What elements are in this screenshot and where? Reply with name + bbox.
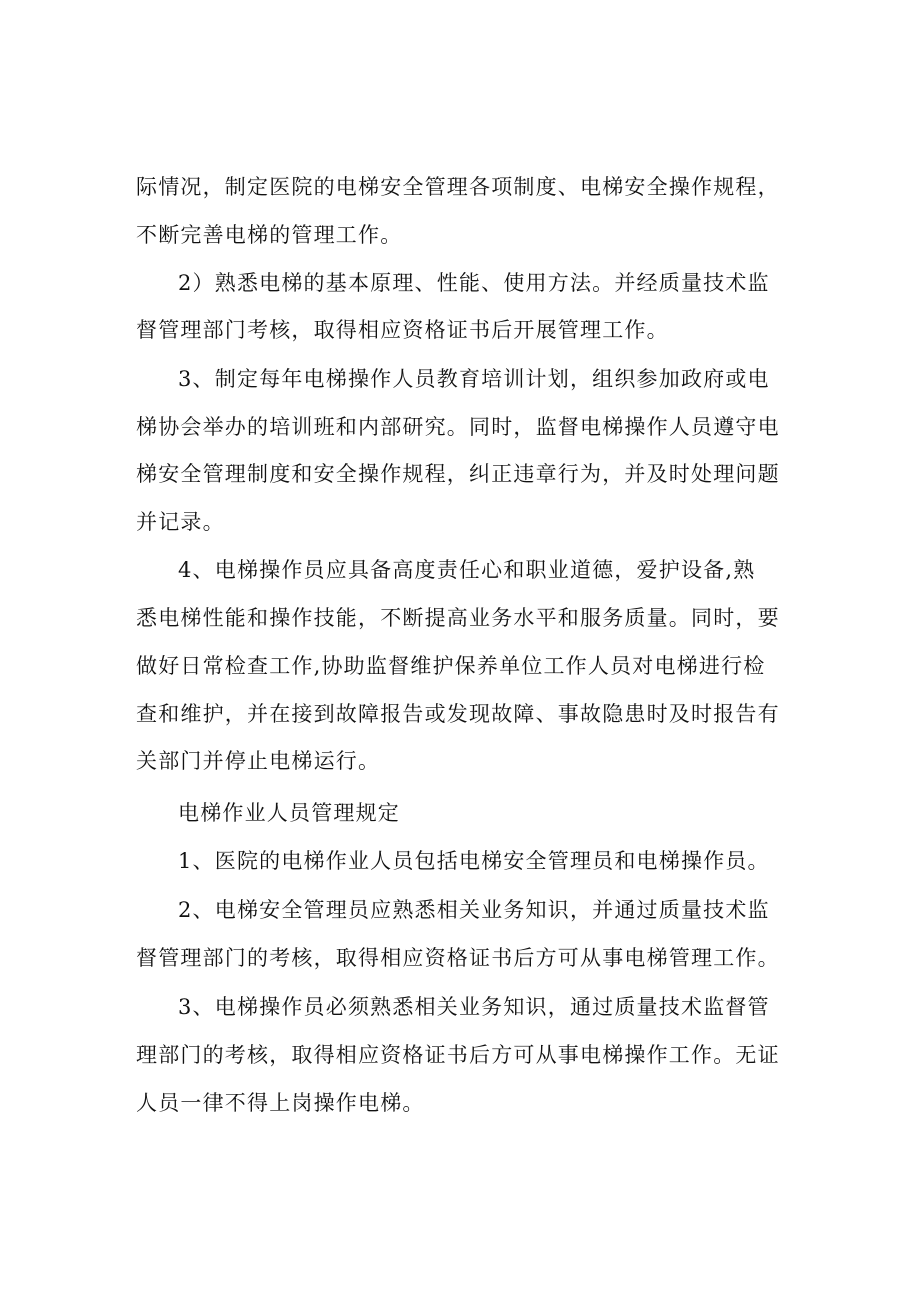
paragraph-2-line-2: 督管理部门考核，取得相应资格证书后开展管理工作。 [136,318,669,342]
paragraph-7-line-1: 2、电梯安全管理员应熟悉相关业务知识，并通过质量技术监 [178,898,770,922]
paragraph-8-line-3: 人员一律不得上岗操作电梯。 [136,1091,425,1115]
paragraph-4-line-1: 4、电梯操作员应具备高度责任心和职业道德，爱护设备,熟 [178,558,756,582]
paragraph-2-line-1: 2）熟悉电梯的基本原理、性能、使用方法。并经质量技术监 [178,271,770,295]
paragraph-8-line-2: 理部门的考核，取得相应资格证书后方可从事电梯操作工作。无证 [136,1043,780,1067]
paragraph-1-line-2: 不断完善电梯的管理工作。 [136,223,403,247]
paragraph-3-line-4: 并记录。 [136,510,225,534]
paragraph-4-line-3: 做好日常检查工作,协助监督维护保养单位工作人员对电梯进行检 [136,654,766,678]
paragraph-7-line-2: 督管理部门的考核，取得相应资格证书后方可从事电梯管理工作。 [136,946,780,970]
paragraph-6-line-1: 1、医院的电梯作业人员包括电梯安全管理员和电梯操作员。 [178,849,770,873]
paragraph-4-line-5: 关部门并停止电梯运行。 [136,749,381,773]
paragraph-8-line-1: 3、电梯操作员必须熟悉相关业务知识，通过质量技术监督管 [178,995,770,1019]
paragraph-4-line-2: 悉电梯性能和操作技能，不断提高业务水平和服务质量。同时，要 [136,606,780,630]
paragraph-3-line-2: 梯协会举办的培训班和内部研究。同时，监督电梯操作人员遵守电 [136,415,780,439]
paragraph-3-line-1: 3、制定每年电梯操作人员教育培训计划，组织参加政府或电 [178,367,770,391]
paragraph-1-line-1: 际情况，制定医院的电梯安全管理各项制度、电梯安全操作规程， [136,175,780,199]
paragraph-3-line-3: 梯安全管理制度和安全操作规程，纠正违章行为，并及时处理问题 [136,462,780,486]
section-heading: 电梯作业人员管理规定 [178,801,400,825]
paragraph-4-line-4: 查和维护，并在接到故障报告或发现故障、事故隐患时及时报告有 [136,702,780,726]
